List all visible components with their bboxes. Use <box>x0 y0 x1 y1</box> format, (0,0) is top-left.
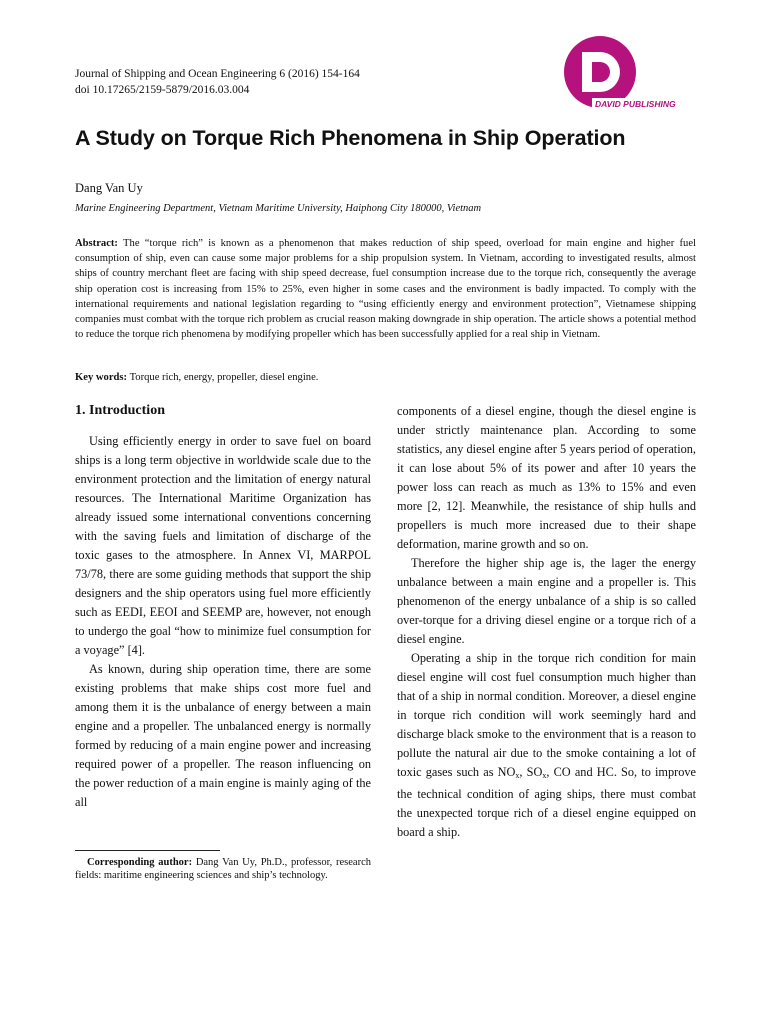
left-column <box>75 432 371 812</box>
intro-paragraph-4 <box>397 649 696 842</box>
footnote-text: Dang Van Uy, Ph.D., professor, research fields: maritime engineering sciences and ship’s technology. <box>75 857 371 881</box>
abstract-text: The “torque rich” is known as a phenomenon that makes reduction of ship speed, overload for main engine and higher fuel consumption of ship, even can cause some major problems for a ship propulsion system. In Vietnam, according to investigated results, almost ships of country merchant fleet are facing with ship speed decrease, fuel consumption increase due to the torque rich, consequently the average ship operation cost is increasing from 15% to 25%, even higher in some cases and the environment is badly impacted. To comply with the international requirements and national legislation regarding to “using efficiently energy and environment protection”, Vietnamese shipping companies must combat with the torque rich problem as crucial reason making downgrade in ship operation. The article shows a potential method to reduce the torque rich phenomena by modifying propeller which has been successfully applied for a real ship in Vietnam. <box>75 238 696 341</box>
author-name: Dang Van Uy <box>75 181 143 195</box>
abstract-label: Abstract: <box>75 238 118 249</box>
publisher-logo-text: DAVID PUBLISHING <box>595 99 676 109</box>
publisher-logo-icon <box>560 34 700 114</box>
author-affiliation: Marine Engineering Department, Vietnam Maritime University, Haiphong City 180000, Vietnam <box>75 203 482 214</box>
paper-title: A Study on Torque Rich Phenomena in Ship Operation <box>75 126 626 150</box>
journal-doi: doi 10.17265/2159-5879/2016.03.004 <box>75 84 250 96</box>
paragraph-text: , SO <box>519 765 543 779</box>
section-heading: 1. Introduction <box>75 403 165 418</box>
paragraph-text: , CO and HC. So, to improve the technical condition of aging ships, there must combat the unexpected torque rich of a diesel engine equipped on board a ship. <box>397 765 696 839</box>
journal-citation: Journal of Shipping and Ocean Engineering 6 (2016) 154-164 <box>75 68 360 80</box>
keywords-text: Torque rich, energy, propeller, diesel engine. <box>129 372 319 383</box>
intro-paragraph-1: Using efficiently energy in order to save fuel on board ships is a long term objective in worldwide scale due to the environment protection and the limitation of energy natural resources. The International Maritime Organization has already issued some international conventions concerning with the saving fuels and limitation of discharge of the toxic gases to the atmosphere. In Annex VI, MARPOL 73/78, there are some guiding methods that support the ship designers and the ship operators using fuel more efficiently such as EEDI, EEOI and SEEMP are, however, not enough to undergo the goal “how to minimize fuel consumption for a voyage” [4]. <box>75 434 371 657</box>
intro-paragraph-2-continued: components of a diesel engine, though the diesel engine is under strictly maintenance plan. According to some statistics, any diesel engine after 5 years period of operation, it can lose about 5% of its power and after 10 years the power loss can reach as much as 13% to 15% and even more [2, 12]. Meanwhile, the resistance of ship hulls and propellers is much more increased due to their shape deformation, marine growth and so on. <box>397 404 696 551</box>
footnote-divider <box>75 850 220 851</box>
keywords-label: Key words: <box>75 372 128 383</box>
journal-header <box>75 66 360 98</box>
paragraph-text: Operating a ship in the torque rich condition for main diesel engine will cost fuel consumption much higher than that of a ship in normal condition. Moreover, a diesel engine in torque rich condition will work seemingly hard and discharge black smoke to the environment that is a reason to pollute the natural air due to the smoke containing a lot of toxic gases such as NO <box>397 651 696 779</box>
footnote-label: Corresponding author: <box>87 857 193 868</box>
publisher-logo <box>560 34 700 114</box>
intro-paragraph-3: Therefore the higher ship age is, the lager the energy unbalance between a main engine and a propeller is. This phenomenon of the energy unbalance of a ship is so called over-torque for a driving diesel engine or a torque rich of a diesel engine. <box>397 556 696 646</box>
footnote <box>75 856 371 882</box>
right-column <box>397 402 696 842</box>
abstract <box>75 236 696 342</box>
subscript: x <box>515 771 520 780</box>
keywords <box>75 372 696 383</box>
subscript: x <box>542 771 547 780</box>
intro-paragraph-2: As known, during ship operation time, there are some existing problems that make ships cost more fuel and among them it is the unbalance of energy between a main engine and a propeller. The unbalanced energy is normally formed by reducing of a main engine power and increasing required power of a propeller. The reason influencing on the power reduction of a main engine is mainly aging of the all <box>75 662 371 809</box>
